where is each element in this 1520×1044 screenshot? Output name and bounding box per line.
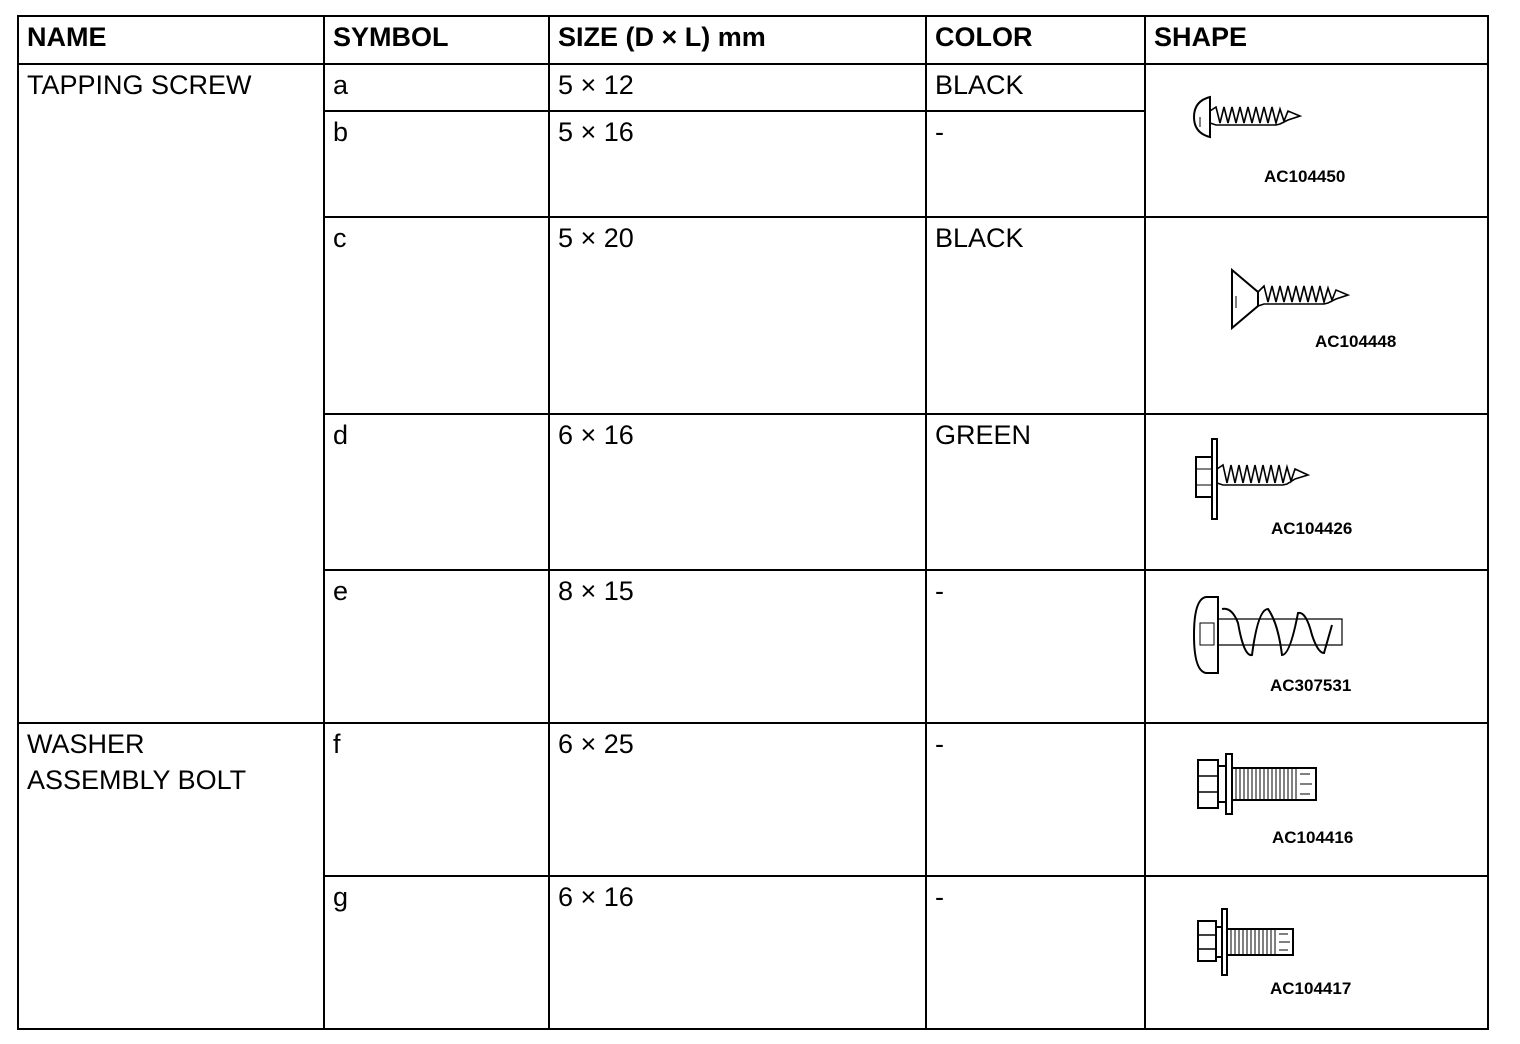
symbol-cell: b (324, 111, 549, 217)
shape-code: AC104417 (1270, 979, 1352, 998)
pan-head-coarse-thread-screw-icon (1192, 595, 1348, 675)
shape-cell (1145, 723, 1488, 876)
header-symbol: SYMBOL (324, 16, 549, 64)
color-cell: - (926, 723, 1145, 876)
shape-cell (1145, 570, 1488, 723)
group-name-tapping-screw: TAPPING SCREW (18, 64, 324, 723)
symbol-cell: c (324, 217, 549, 414)
shape-code: AC104426 (1271, 519, 1353, 538)
color-cell: - (926, 876, 1145, 1029)
symbol-cell: g (324, 876, 549, 1029)
size-cell: 5 × 16 (549, 111, 926, 217)
shape-cell (1145, 876, 1488, 1029)
header-name: NAME (18, 16, 324, 64)
size-cell: 6 × 16 (549, 414, 926, 570)
symbol-cell: f (324, 723, 549, 876)
washer-assembly-bolt-short-icon (1194, 907, 1300, 977)
shape-cell (1145, 414, 1488, 570)
shape-cell (1145, 217, 1488, 414)
countersunk-tapping-screw-icon (1228, 268, 1358, 330)
shape-code: AC104450 (1264, 167, 1346, 186)
size-cell: 6 × 25 (549, 723, 926, 876)
hex-washer-tapping-screw-icon (1192, 437, 1322, 521)
header-color: COLOR (926, 16, 1145, 64)
color-cell: - (926, 570, 1145, 723)
size-cell: 6 × 16 (549, 876, 926, 1029)
size-cell: 5 × 12 (549, 64, 926, 111)
shape-cell (1145, 64, 1488, 217)
shape-code: AC104416 (1272, 828, 1354, 847)
washer-assembly-bolt-long-icon (1194, 752, 1324, 816)
color-cell: BLACK (926, 217, 1145, 414)
header-shape: SHAPE (1145, 16, 1488, 64)
size-cell: 8 × 15 (549, 570, 926, 723)
size-cell: 5 × 20 (549, 217, 926, 414)
header-row (18, 16, 1488, 64)
symbol-cell: e (324, 570, 549, 723)
symbol-cell: d (324, 414, 549, 570)
group-name-washer-assembly-bolt: WASHER ASSEMBLY BOLT (18, 723, 324, 1029)
truss-head-tapping-screw-icon (1192, 93, 1312, 145)
header-size: SIZE (D × L) mm (549, 16, 926, 64)
table-row (18, 64, 1488, 111)
color-cell: GREEN (926, 414, 1145, 570)
shape-code: AC104448 (1315, 332, 1397, 351)
table-row (18, 723, 1488, 876)
color-cell: - (926, 111, 1145, 217)
symbol-cell: a (324, 64, 549, 111)
color-cell: BLACK (926, 64, 1145, 111)
shape-code: AC307531 (1270, 676, 1352, 695)
fastener-table (17, 15, 1489, 1030)
